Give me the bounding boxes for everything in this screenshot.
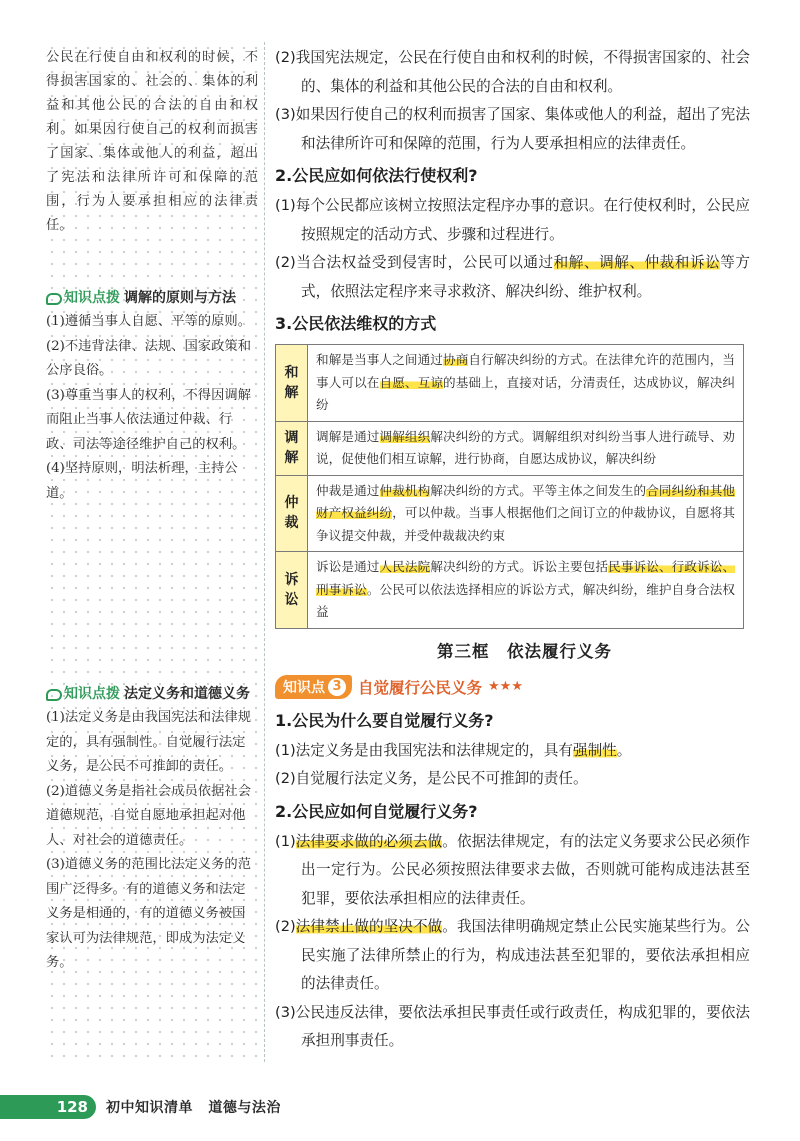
main-content	[275, 44, 750, 1056]
table-row	[276, 552, 744, 629]
text-run: 仲裁是通过	[316, 482, 380, 498]
speech-bubble-icon	[46, 689, 62, 701]
tip-item: (1)法定义务是由我国宪法和法律规定的，具有强制性。自觉履行法定义务，是公民不可推卸的责任。	[46, 710, 251, 774]
tip-title: 调解的原则与方法	[124, 290, 236, 306]
column-divider	[264, 42, 265, 1062]
row-description	[308, 552, 744, 629]
knowledge-point-number: 3	[328, 678, 346, 696]
page-number: 128	[0, 1095, 96, 1119]
row-label: 和解	[276, 345, 308, 422]
highlight: 协商	[443, 352, 469, 367]
highlight: 和解、调解、仲裁和诉讼	[553, 254, 721, 271]
tip-item: (3)尊重当事人的权利，不得因调解而阻止当事人依法通过仲裁、行政、司法等途径维护自己的权利。	[46, 387, 251, 452]
paragraph: (1)法定义务是由我国宪法和法律规定的，具有强制性。	[275, 741, 632, 759]
highlight: 强制性	[572, 741, 617, 759]
margin-notes-column	[46, 42, 258, 1062]
speech-bubble-icon	[46, 293, 62, 305]
heading: 2.公民应如何依法行使权利?	[275, 166, 478, 185]
tip-tag	[46, 286, 120, 310]
row-label: 调解	[276, 421, 308, 475]
highlight: 民事诉讼、行政诉讼、刑事诉讼	[316, 559, 736, 597]
tip-title: 法定义务和道德义务	[124, 686, 250, 702]
text-run: 诉讼是通过	[316, 559, 380, 574]
heading: 2.公民应如何自觉履行义务?	[275, 801, 478, 821]
row-description	[308, 345, 744, 422]
text-run: ，可以仲裁。当事人根据他们之间订立的仲裁协议，自愿将其争议提交仲裁，并受仲裁裁决约束	[316, 505, 736, 543]
paragraph: (1)每个公民都应该树立按照法定程序办事的意识。在行使权利时，公民应按照规定的活动方式、步骤和过程进行。	[275, 197, 750, 243]
text-run: 解决纠纷的方式。调解组织对纠纷当事人进行疏导、劝说，促使他们相互谅解，进行协商，自愿达成协议，解决纠纷	[316, 428, 736, 466]
paragraph: (2)自觉履行法定义务，是公民不可推卸的责任。	[275, 770, 588, 787]
tip-tag-label: 知识点拨	[64, 290, 120, 306]
paragraph: (1)法律要求做的必须去做。依据法律规定，有的法定义务要求公民必须作出一定行为。公民必须按照法律要求去做，否则就可能构成违法甚至犯罪，要依法承担相应的法律责任。	[275, 832, 750, 907]
paragraph: (2)法律禁止做的坚决不做。我国法律明确规定禁止公民实施某些行为。公民实施了法律所禁止的行为，构成违法甚至犯罪的，要依法承担相应的法律责任。	[275, 918, 750, 992]
row-description	[308, 475, 744, 552]
highlight: 自愿、互谅	[379, 374, 444, 390]
tip-tag-label: 知识点拨	[64, 686, 120, 702]
text-run: 解决纠纷的方式。诉讼主要包括	[430, 559, 609, 574]
text-run: 和解是当事人之间通过	[316, 352, 444, 367]
paragraph: (2)当合法权益受到侵害时，公民可以通过和解、调解、仲裁和诉讼等方式，依照法定程序来寻求救济、解决纠纷、维护权利。	[275, 254, 750, 300]
text-run: 自行解决纠纷的方式。在法律允许的范围内，当事人可以在	[316, 352, 736, 390]
highlight: 法律要求做的必须去做	[295, 832, 443, 850]
knowledge-point-header	[275, 673, 750, 701]
table-row	[276, 475, 744, 552]
highlight: 合同纠纷和其他财产权益纠纷	[316, 482, 736, 520]
paragraph: (3)如果因行使自己的权利而损害了国家、集体或他人的利益，超出了宪法和法律所许可和保障的范围，行为人要承担相应的法律责任。	[275, 106, 750, 152]
tip-obligations	[46, 682, 258, 976]
highlight: 人民法院	[379, 559, 431, 574]
heading: 1.公民为什么要自觉履行义务?	[275, 710, 494, 730]
text-run: 调解是通过	[316, 428, 380, 444]
row-description	[308, 421, 744, 475]
tip-item: (1)遵循当事人自愿、平等的原则。	[46, 314, 251, 329]
heading: 3.公民依法维权的方式	[275, 314, 437, 333]
table-row	[276, 421, 744, 475]
text-run: 的基础上，直接对话，分清责任，达成协议，解决纠纷	[316, 374, 736, 412]
rights-protection-table	[275, 344, 744, 629]
highlight: 调解组织	[379, 428, 431, 444]
tip-item: (2)道德义务是指社会成员依据社会道德规范，自觉自愿地承担起对他人、对社会的道德责任。	[46, 783, 251, 848]
table-row	[276, 345, 744, 422]
subject-name: 道德与法治	[208, 1100, 281, 1116]
knowledge-point-title: 自觉履行公民义务	[358, 678, 483, 697]
margin-note-rights: 公民在行使自由和权利的时候，不得损害国家的、社会的、集体的利益和其他公民的合法的自由和权利。如果因行使自己的权利而损害了国家、集体或他人的利益，超出了宪法和法律所许可和保障的范围，行为人要承担相应的法律责任。	[46, 50, 258, 233]
tip-mediation	[46, 286, 258, 506]
tip-item: (2)不违背法律、法规、国家政策和公序良俗。	[46, 338, 251, 378]
paragraph: (2)我国宪法规定，公民在行使自由和权利的时候，不得损害国家的、社会的、集体的利益和其他公民的合法的自由和权利。	[275, 49, 750, 95]
highlight: 仲裁机构	[379, 482, 431, 498]
book-title: 初中知识清单	[106, 1100, 193, 1116]
text-run: 。公民可以依法选择相应的诉讼方式，解决纠纷，维护自身合法权益	[316, 581, 736, 619]
highlight: 法律禁止做的坚决不做	[295, 918, 443, 935]
text-run: 解决纠纷的方式。平等主体之间发生的	[430, 482, 647, 498]
knowledge-point-badge: 知识点 3	[275, 675, 352, 699]
row-label: 诉讼	[276, 552, 308, 629]
importance-stars-icon: ★★★	[488, 679, 523, 694]
tip-item: (4)坚持原则，明法析理，主持公道。	[46, 461, 238, 501]
row-label: 仲裁	[276, 475, 308, 552]
tip-tag	[46, 682, 120, 706]
section-title: 第三框 依法履行义务	[437, 641, 612, 661]
tip-item: (3)道德义务的范围比法定义务的范围广泛得多。有的道德义务和法定义务是相通的，有的道德义务被国家认可为法律规范，即成为法定义务。	[46, 857, 251, 970]
page-footer	[0, 1092, 281, 1122]
paragraph: (3)公民违反法律，要依法承担民事责任或行政责任，构成犯罪的，要依法承担刑事责任。	[275, 1003, 750, 1049]
